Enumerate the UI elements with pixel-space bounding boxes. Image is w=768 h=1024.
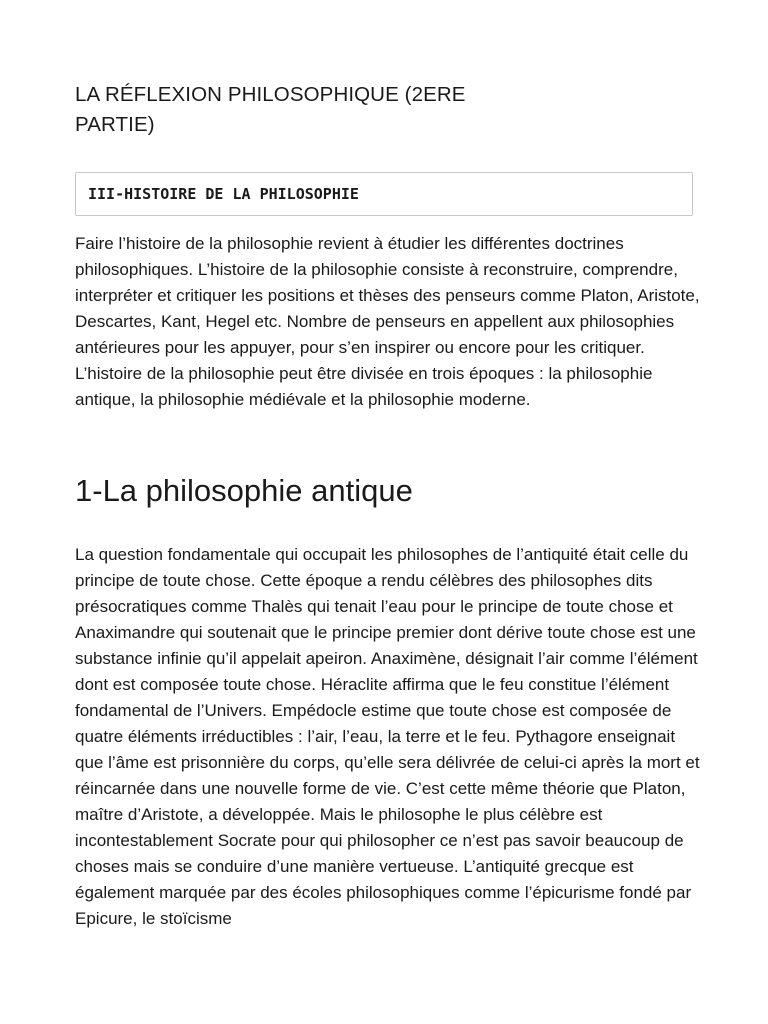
section-heading-box: [75, 172, 693, 216]
document-title: LA RÉFLEXION PHILOSOPHIQUE (2ERE PARTIE): [75, 83, 466, 136]
intro-paragraph: Faire l’histoire de la philosophie revient à étudier les différentes doctrines philosophiques. L’histoire de la philosophie consiste à reconstruire, comprendre, interpréter et critiquer les positions et thèses des penseurs comme Platon, Aristote, Descartes, Kant, Hegel etc. Nombre de penseurs en appellent aux philosophies antérieures pour les appuyer, pour s’en inspirer ou encore pour les critiquer. L’histoire de la philosophie peut être divisée en trois époques : la philosophie antique, la philosophie médiévale et la philosophie moderne.: [75, 234, 700, 409]
section-antique-paragraph: La question fondamentale qui occupait les philosophes de l’antiquité était celle du principe de toute chose. Cette époque a rendu célèbres des philosophes dits présocratiques comme Thalès qui tenait l’eau pour le principe de toute chose et Anaximandre qui soutenait que le principe premier dont dérive toute chose est une substance infinie qu’il appelait apeiron. Anaximène, désignait l’air comme l’élément dont est composée toute chose. Héraclite affirma que le feu constitue l’élément fondamental de l’Univers. Empédocle estime que toute chose est composée de quatre éléments irréductibles : l’air, l’eau, la terre et le feu. Pythagore enseignait que l’âme est prisonnière du corps, qu’elle sera délivrée de celui-ci après la mort et réincarnée dans une nouvelle forme de vie. C’est cette même théorie que Platon, maître d’Aristote, a développée. Mais le philosophe le plus célèbre est incontestablement Socrate pour qui philosopher ce n’est pas savoir beaucoup de choses mais se conduire d’une manière vertueuse. L’antiquité grecque est également marquée par des écoles philosophiques comme l’épicurisme fondé par Epicure, le stoïcisme: [75, 545, 700, 928]
section-antique-heading: 1-La philosophie antique: [75, 473, 413, 508]
section-heading-label: III-HISTOIRE DE LA PHILOSOPHIE: [88, 185, 359, 203]
